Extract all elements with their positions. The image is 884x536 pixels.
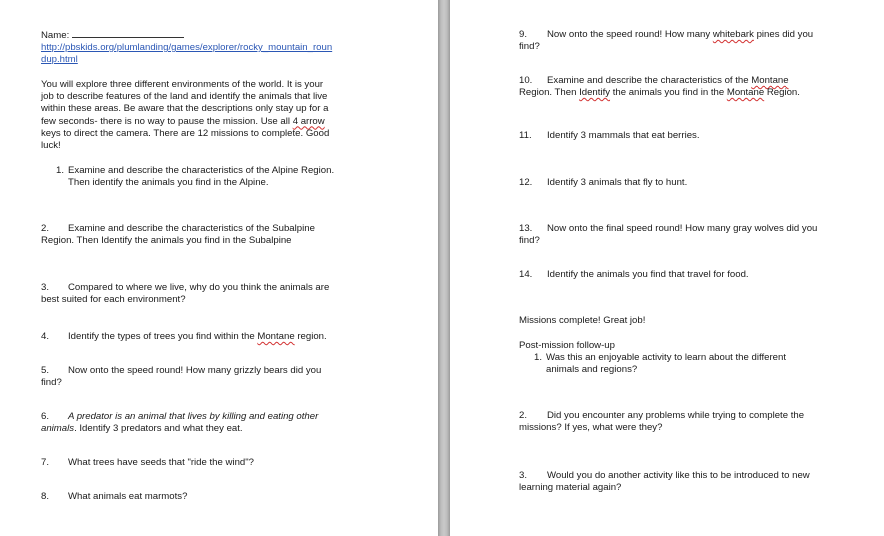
question-text: find? (41, 377, 62, 389)
question-text: Region. Then Identify the animals you find in the Subalpine (41, 235, 292, 247)
question-5 (41, 365, 321, 389)
followup-question-2 (519, 410, 804, 434)
question-text: Identify 3 mammals that eat berries. (547, 130, 700, 141)
game-link[interactable] (41, 42, 332, 66)
intro-line: few seconds- there is no way to pause the mission. Use all (41, 115, 293, 127)
game-link-line1[interactable]: http://pbskids.org/plumlanding/games/explorer/rocky_mountain_roun (41, 42, 333, 53)
question-text: find? (519, 41, 540, 53)
question-number: 6. (41, 411, 50, 422)
question-number: 2. (519, 410, 528, 421)
question-number: 10. (519, 75, 533, 86)
question-text: Identify 3 animals that fly to hunt. (547, 177, 688, 188)
question-text: Compared to where we live, why do you think the animals are (68, 282, 330, 293)
question-text: Now onto the speed round! How many grizzly bears did you (68, 365, 322, 376)
question-text: Region. (764, 87, 800, 99)
question-text: pines did you (753, 29, 814, 40)
question-text: Identify the animals you find that travel for food. (547, 269, 749, 280)
question-2 (41, 223, 315, 247)
question-text: region. (294, 331, 327, 342)
question-text: Examine and describe the characteristics of the Alpine Region. (68, 165, 335, 176)
spellcheck-word: Montane (726, 87, 765, 99)
question-8 (41, 491, 187, 503)
followup-question-1 (534, 352, 786, 376)
intro-line: luck! (41, 140, 61, 152)
question-13 (519, 223, 817, 247)
question-text: Now onto the speed round! How many (547, 29, 713, 40)
intro-line: keys to direct the camera. There are 12 missions to complete. Good (41, 127, 330, 139)
question-12 (519, 177, 687, 189)
intro-line: within these areas. Be aware that the descriptions only stay up for a (41, 103, 329, 115)
question-number: 9. (519, 29, 528, 40)
intro-line: You will explore three different environments of the world. It is your (41, 79, 324, 90)
question-14 (519, 269, 749, 281)
spellcheck-word: 4 arrow (292, 115, 325, 127)
question-number: 2. (41, 223, 50, 234)
question-text: What trees have seeds that "ride the wind"? (68, 457, 254, 468)
question-1 (56, 165, 334, 189)
question-3 (41, 282, 329, 306)
question-number: 8. (41, 491, 50, 502)
question-number: 4. (41, 331, 50, 342)
question-text: Now onto the final speed round! How many gray wolves did you (547, 223, 818, 234)
spellcheck-word: Montane (751, 75, 789, 86)
question-text: Examine and describe the characteristics of the Subalpine (68, 223, 315, 234)
question-text: What animals eat marmots? (68, 491, 188, 502)
question-number: 14. (519, 269, 533, 280)
question-text: Examine and describe the characteristics of the (547, 75, 752, 86)
question-10 (519, 75, 800, 99)
left-page (0, 0, 438, 536)
question-number: 11. (519, 130, 532, 141)
name-field[interactable] (41, 29, 184, 42)
question-4 (41, 331, 327, 343)
question-number: 3. (519, 470, 528, 481)
name-label: Name: (41, 30, 70, 41)
right-page (450, 0, 884, 536)
followup-title: Post-mission follow-up (519, 340, 615, 351)
name-blank[interactable] (72, 29, 184, 38)
question-text: Region. Then (519, 87, 580, 99)
question-number: 5. (41, 365, 50, 376)
question-text: Was this an enjoyable activity to learn about the different (546, 352, 786, 363)
game-link-line2[interactable]: dup.html (41, 54, 78, 66)
question-number: 12. (519, 177, 533, 188)
page-gutter (438, 0, 450, 536)
missions-complete-text: Missions complete! Great job! (519, 315, 646, 326)
question-number: 13. (519, 223, 533, 234)
question-text: . Identify 3 predators and what they eat. (74, 423, 243, 435)
intro-paragraph (41, 79, 329, 152)
question-11 (519, 130, 700, 142)
question-number: 1. (56, 165, 65, 176)
intro-line: job to describe features of the land and identify the animals that live (41, 91, 328, 103)
question-number: 3. (41, 282, 50, 293)
question-text: the animals you find in the (610, 87, 727, 99)
spellcheck-word: whitebark (712, 29, 754, 40)
question-7 (41, 457, 254, 469)
question-text: animals and regions? (546, 364, 638, 376)
question-9 (519, 29, 813, 53)
question-definition: animals (41, 423, 75, 435)
spellcheck-word: Identify (579, 87, 611, 99)
question-number: 7. (41, 457, 50, 468)
question-text: find? (519, 235, 540, 247)
question-text: Would you do another activity like this to be introduced to new (547, 470, 810, 481)
question-text: Identify the types of trees you find within the (68, 331, 258, 342)
question-6 (41, 411, 318, 435)
question-text: missions? If yes, what were they? (519, 422, 663, 434)
question-definition: A predator is an animal that lives by killing and eating other (68, 411, 319, 422)
question-number: 1. (534, 352, 543, 363)
question-text: Then identify the animals you find in the Alpine. (68, 177, 269, 189)
spellcheck-word: Montane (257, 331, 295, 342)
followup-question-3 (519, 470, 810, 494)
question-text: best suited for each environment? (41, 294, 186, 306)
question-text: learning material again? (519, 482, 622, 494)
question-text: Did you encounter any problems while trying to complete the (547, 410, 805, 421)
